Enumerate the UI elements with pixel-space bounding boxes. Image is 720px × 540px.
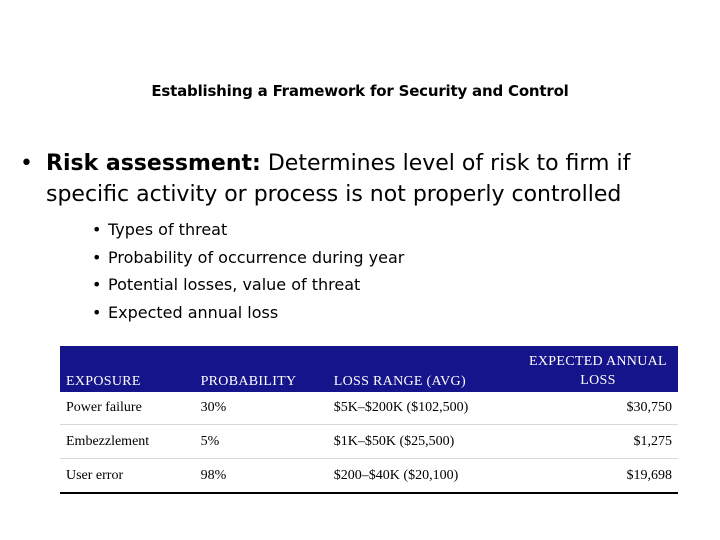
cell-exposure: Embezzlement xyxy=(60,425,195,459)
cell-exposure: Power failure xyxy=(60,392,195,425)
sub-bullet-text: Probability of occurrence during year xyxy=(108,247,405,267)
main-bullet xyxy=(20,148,700,210)
slide-title: Establishing a Framework for Security and Control xyxy=(151,82,569,100)
cell-loss-range: $1K–$50K ($25,500) xyxy=(328,425,518,459)
sub-bullet-icon: • xyxy=(92,275,102,294)
cell-expected-loss: $30,750 xyxy=(518,392,678,425)
sub-bullet-icon: • xyxy=(92,247,102,267)
cell-probability: 98% xyxy=(195,459,328,494)
sub-bullet-list xyxy=(92,216,404,326)
sub-bullet-icon: • xyxy=(92,302,102,322)
table-row xyxy=(60,459,678,494)
table-row xyxy=(60,425,678,459)
sub-bullet-item xyxy=(92,299,404,327)
main-bullet-body: Determines level of risk to firm if specific activity or process is not properly controlled xyxy=(46,151,631,207)
cell-exposure: User error xyxy=(60,459,195,494)
table-row xyxy=(60,392,678,425)
sub-bullet-item xyxy=(92,244,404,272)
main-bullet-lead: Risk assessment: xyxy=(46,151,261,176)
sub-bullet-item xyxy=(92,216,404,244)
cell-probability: 5% xyxy=(195,425,328,459)
column-header-expected-loss: EXPECTED ANNUAL LOSS xyxy=(529,354,667,388)
sub-bullet-text: Types of threat xyxy=(108,220,228,239)
cell-expected-loss: $1,275 xyxy=(518,425,678,459)
column-header-exposure: EXPOSURE xyxy=(66,374,141,389)
sub-bullet-text: Potential losses, value of threat xyxy=(108,275,361,294)
cell-probability: 30% xyxy=(195,392,328,425)
column-header-loss-range: LOSS RANGE (AVG) xyxy=(333,374,466,389)
cell-loss-range: $5K–$200K ($102,500) xyxy=(328,392,518,425)
column-header-probability: PROBABILITY xyxy=(200,374,297,389)
sub-bullet-text: Expected annual loss xyxy=(108,302,279,322)
bullet-icon: • xyxy=(20,151,33,176)
table-header-row xyxy=(60,346,678,392)
sub-bullet-item xyxy=(92,271,404,299)
sub-bullet-icon: • xyxy=(92,220,102,239)
main-bullet-text xyxy=(20,148,700,210)
cell-expected-loss: $19,698 xyxy=(518,459,678,494)
cell-loss-range: $200–$40K ($20,100) xyxy=(328,459,518,494)
risk-table xyxy=(60,346,678,494)
